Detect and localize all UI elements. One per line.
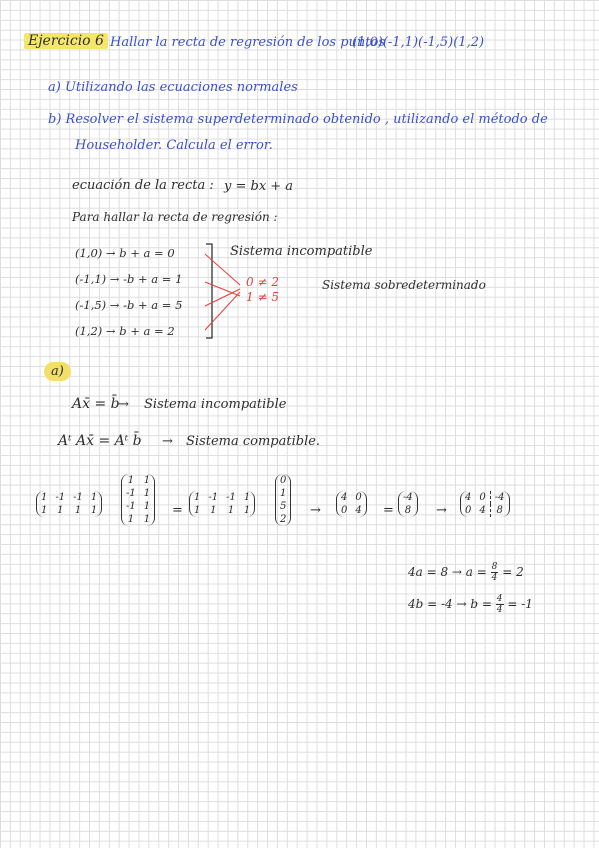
augmented-matrix: 4 0 -4 0 4 8 [460,491,510,517]
fraction-b: $\frac{4}{4}$ [496,594,503,615]
equals-sign-1: = [172,503,183,518]
section-a-label: a) [44,364,71,379]
vector-b: 0 1 5 2 [275,474,291,526]
vector-rhs: -4 8 [398,491,418,517]
regression-method-text: Para hallar la recta de regresión : [72,210,278,224]
exercise-statement: Hallar la recta de regresión de los puntos [110,35,386,50]
arrow-4: → [436,503,447,518]
part-a-statement: a) Utilizando las ecuaciones normales [48,80,298,95]
arrow-2: → [162,434,173,449]
normal-eq-line1-rhs: Sistema incompatible [144,397,287,412]
conflict-1-ne-5: 1 ≠ 5 [246,290,279,304]
system-row: (1,2) → b + a = 2 [75,324,175,338]
part-b-statement-line2: Householder. Calcula el error. [75,138,273,153]
normal-eq-line2-lhs: Aᵗ Ax̄ = Aᵗ b̄ [58,433,142,449]
overdetermined-label: Sistema sobredeterminado [322,278,486,292]
normal-eq-line1-lhs: Ax̄ = b̄ [72,396,120,412]
part-b-statement-line1: b) Resolver el sistema superdeterminado obtenido , utilizando el método de [48,112,548,127]
system-row: (-1,1) → -b + a = 1 [75,272,183,286]
fraction-a: $\frac{8}{4}$ [491,562,498,583]
line-equation: y = bx + a [224,179,294,194]
system-row: (-1,5) → -b + a = 5 [75,298,183,312]
line-equation-label: ecuación de la recta : [72,178,214,193]
conflict-0-ne-2: 0 ≠ 2 [246,275,279,289]
exercise-label: Ejercicio 6 [24,33,108,49]
matrix-A: 1 1 -1 1 -1 1 1 1 [121,474,155,526]
arrow-3: → [310,503,321,518]
equals-sign-2: = [383,503,394,518]
solution-b: 4b = -4 → b = $\frac{4}{4}$ = -1 [408,594,533,615]
exercise-points: (1,0)(-1,1)(-1,5)(1,2) [352,35,485,50]
arrow-1: → [118,397,129,412]
solution-a: 4a = 8 → a = $\frac{8}{4}$ = 2 [408,562,524,583]
normal-eq-line2-rhs: Sistema compatible. [186,434,321,449]
matrix-AtA: 4 0 0 4 [336,491,367,517]
system-row: (1,0) → b + a = 0 [75,246,175,260]
matrix-At-rhs: 1 -1 -1 1 1 1 1 1 [189,491,255,517]
incompatible-label: Sistema incompatible [230,244,373,259]
conflict-line-2 [205,282,240,296]
matrix-At: 1 -1 -1 1 1 1 1 1 [36,491,102,517]
